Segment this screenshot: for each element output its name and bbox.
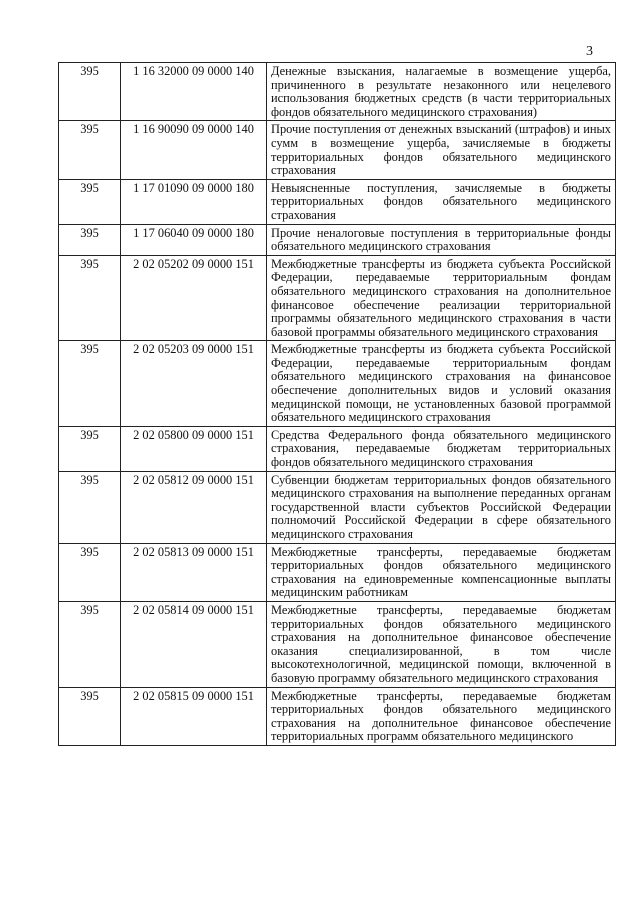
budget-code-cell: 2 02 05203 09 0000 151	[121, 341, 267, 427]
budget-code-cell: 1 16 32000 09 0000 140	[121, 63, 267, 121]
table-row	[59, 601, 616, 687]
table-body	[59, 63, 616, 746]
revenue-name-cell: Прочие поступления от денежных взысканий (штрафов) и иных сумм в возмещение ущерба, зачисляемые в бюджеты территориальных фондов обязательного медицинского страхования	[267, 121, 616, 179]
budget-code-cell: 1 16 90090 09 0000 140	[121, 121, 267, 179]
admin-code-cell: 395	[59, 179, 121, 224]
admin-code-cell: 395	[59, 63, 121, 121]
revenue-name-cell: Невыясненные поступления, зачисляемые в бюджеты территориальных фондов обязательного медицинского страхования	[267, 179, 616, 224]
budget-code-cell: 1 17 06040 09 0000 180	[121, 224, 267, 255]
page-number: 3	[586, 44, 593, 59]
table-row	[59, 341, 616, 427]
admin-code-cell: 395	[59, 471, 121, 543]
budget-code-cell: 1 17 01090 09 0000 180	[121, 179, 267, 224]
table-row	[59, 543, 616, 601]
table-row	[59, 63, 616, 121]
table-row	[59, 426, 616, 471]
budget-code-cell: 2 02 05202 09 0000 151	[121, 255, 267, 341]
table-row	[59, 471, 616, 543]
admin-code-cell: 395	[59, 224, 121, 255]
budget-code-cell: 2 02 05812 09 0000 151	[121, 471, 267, 543]
admin-code-cell: 395	[59, 255, 121, 341]
admin-code-cell: 395	[59, 543, 121, 601]
budget-code-cell: 2 02 05813 09 0000 151	[121, 543, 267, 601]
revenue-name-cell: Прочие неналоговые поступления в территориальные фонды обязательного медицинского страхования	[267, 224, 616, 255]
revenue-name-cell: Межбюджетные трансферты из бюджета субъекта Российской Федерации, передаваемые территориальным фондам обязательного медицинского страхования на дополнительное финансовое обеспечение реализации территориальной программы обязательного медицинского страхования в части базовой программы обязательного медицинского страхования	[267, 255, 616, 341]
table-row	[59, 179, 616, 224]
admin-code-cell: 395	[59, 426, 121, 471]
table-row	[59, 687, 616, 745]
revenue-name-cell: Межбюджетные трансферты из бюджета субъекта Российской Федерации, передаваемые территориальным фондам обязательного медицинского страхования на финансовое обеспечение дополнительных видов и условий оказания медицинской помощи, не установленных базовой программой обязательного медицинского страхования	[267, 341, 616, 427]
revenue-codes-table	[58, 62, 616, 746]
budget-code-cell: 2 02 05800 09 0000 151	[121, 426, 267, 471]
admin-code-cell: 395	[59, 341, 121, 427]
table-row	[59, 121, 616, 179]
admin-code-cell: 395	[59, 121, 121, 179]
revenue-name-cell: Межбюджетные трансферты, передаваемые бюджетам территориальных фондов обязательного медицинского страхования на дополнительное финансовое обеспечение территориальных программ обязательного медицинского	[267, 687, 616, 745]
table-row	[59, 255, 616, 341]
table-row	[59, 224, 616, 255]
admin-code-cell: 395	[59, 601, 121, 687]
budget-code-cell: 2 02 05814 09 0000 151	[121, 601, 267, 687]
revenue-name-cell: Средства Федерального фонда обязательного медицинского страхования, передаваемые бюджетам территориальных фондов обязательного медицинского страхования	[267, 426, 616, 471]
revenue-name-cell: Субвенции бюджетам территориальных фондов обязательного медицинского страхования на выполнение переданных органам государственной власти субъектов Российской Федерации полномочий Российской Федерации в сфере обязательного медицинского страхования	[267, 471, 616, 543]
budget-code-cell: 2 02 05815 09 0000 151	[121, 687, 267, 745]
revenue-name-cell: Межбюджетные трансферты, передаваемые бюджетам территориальных фондов обязательного медицинского страхования на единовременные компенсационные выплаты медицинским работникам	[267, 543, 616, 601]
admin-code-cell: 395	[59, 687, 121, 745]
revenue-name-cell: Межбюджетные трансферты, передаваемые бюджетам территориальных фондов обязательного медицинского страхования на дополнительное финансовое обеспечение оказания специализированной, в том числе высокотехнологичной, медицинской помощи, включенной в базовую программу обязательного медицинского страхования	[267, 601, 616, 687]
revenue-name-cell: Денежные взыскания, налагаемые в возмещение ущерба, причиненного в результате незаконного или нецелевого использования бюджетных средств (в части территориальных фондов обязательного медицинского страхования)	[267, 63, 616, 121]
